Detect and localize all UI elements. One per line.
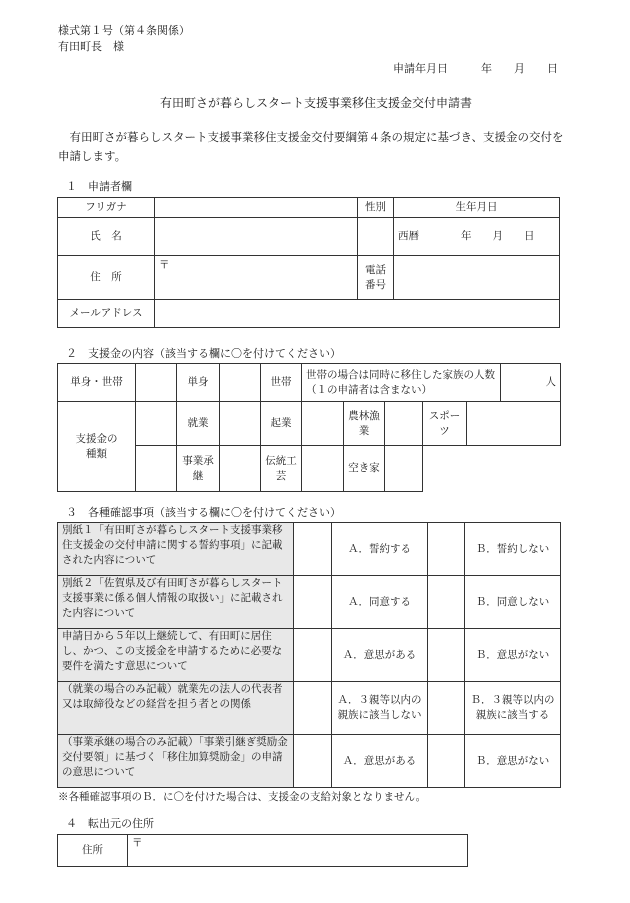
confirm-2-b-label: Ｂ．同意しない xyxy=(465,576,561,629)
unit-label: 単身・世帯 xyxy=(58,364,136,402)
agri-checkbox[interactable] xyxy=(385,402,423,446)
name-input[interactable] xyxy=(155,218,358,256)
gender-input[interactable] xyxy=(358,218,394,256)
confirm-item-1: 別紙１「有田町さが暮らしスタート支援事業移住支援金の交付申請に関する誓約事項」に記載された内容について xyxy=(58,523,294,576)
type-blank xyxy=(136,402,177,446)
confirm-5-a-checkbox[interactable] xyxy=(294,735,332,788)
confirm-5-b-label: Ｂ．意思がない xyxy=(465,735,561,788)
confirm-item-5: （事業承継の場合のみ記載）「事業引継ぎ奨励金交付要領」に基づく「移住加算奨励金」の申請の意思について xyxy=(58,735,294,788)
confirmation-note: ※各種確認事項のＢ．に〇を付けた場合は、支援金の支給対象となりません。 xyxy=(58,791,427,803)
persons-input[interactable]: 人 xyxy=(501,364,561,402)
employment-label: 就業 xyxy=(177,402,220,446)
sports-label: スポーツ xyxy=(423,402,467,446)
household-note: 世帯の場合は同時に移住した家族の人数（１の申請者は含まない） xyxy=(302,364,501,402)
confirm-item-3: 申請日から５年以上継続して、有田町に居住し、かつ、この支援金を申請するために必要な要件を満たす意思について xyxy=(58,629,294,682)
crafts-checkbox[interactable] xyxy=(302,446,344,492)
confirm-item-4: （就業の場合のみ記載）就業先の法人の代表者又は取締役などの経営を担う者との関係 xyxy=(58,682,294,735)
section2-heading: ２ 支援金の内容（該当する欄に〇を付けてください） xyxy=(66,347,341,360)
single-label: 単身 xyxy=(177,364,220,402)
confirm-4-b-label: Ｂ．３親等以内の親族に該当する xyxy=(465,682,561,735)
agri-label: 農林漁業 xyxy=(344,402,385,446)
confirm-2-b-checkbox[interactable] xyxy=(428,576,465,629)
startup-label: 起業 xyxy=(261,402,302,446)
email-input[interactable] xyxy=(155,300,560,328)
confirm-3-a-label: Ａ．意思がある xyxy=(332,629,428,682)
previous-address-table xyxy=(57,834,468,867)
section3-heading: ３ 各種確認事項（該当する欄に〇を付けてください） xyxy=(66,506,341,519)
prev-address-input[interactable]: 〒 xyxy=(128,835,468,867)
form-number: 様式第１号（第４条関係） xyxy=(58,24,190,37)
section1-heading: １ 申請者欄 xyxy=(66,180,132,193)
confirm-4-a-label: Ａ．３親等以内の親族に該当しない xyxy=(332,682,428,735)
vacant-label: 空き家 xyxy=(344,446,385,492)
furigana-input[interactable] xyxy=(155,198,358,218)
startup-checkbox[interactable] xyxy=(302,402,344,446)
empty-cell xyxy=(423,446,561,492)
confirm-2-a-checkbox[interactable] xyxy=(294,576,332,629)
sports-checkbox[interactable] xyxy=(467,402,561,446)
furigana-label: フリガナ xyxy=(58,198,155,218)
confirm-3-b-label: Ｂ．意思がない xyxy=(465,629,561,682)
vacant-checkbox[interactable] xyxy=(385,446,423,492)
birthdate-input[interactable]: 西暦 年 月 日 xyxy=(394,218,560,256)
household-label: 世帯 xyxy=(261,364,302,402)
address-input[interactable]: 〒 xyxy=(155,256,358,300)
phone-label: 電話番号 xyxy=(358,256,394,300)
confirm-item-2: 別紙２「佐賀県及び有田町さが暮らしスタート支援事業に係る個人情報の取扱い」に記載された内容について xyxy=(58,576,294,629)
single-checkbox[interactable] xyxy=(220,364,261,402)
confirm-1-b-label: Ｂ．誓約しない xyxy=(465,523,561,576)
type-label: 支援金の種類 xyxy=(58,402,136,492)
gender-label: 性別 xyxy=(358,198,394,218)
employment-checkbox[interactable] xyxy=(220,402,261,446)
confirm-3-a-checkbox[interactable] xyxy=(294,629,332,682)
confirm-4-a-checkbox[interactable] xyxy=(294,682,332,735)
support-content-table xyxy=(57,363,561,492)
unit-blank xyxy=(136,364,177,402)
address-label: 住 所 xyxy=(58,256,155,300)
confirm-2-a-label: Ａ．同意する xyxy=(332,576,428,629)
succession-label: 事業承継 xyxy=(177,446,220,492)
confirmation-table xyxy=(57,522,561,788)
type-blank-2 xyxy=(136,446,177,492)
confirm-5-b-checkbox[interactable] xyxy=(428,735,465,788)
section4-heading: ４ 転出元の住所 xyxy=(66,817,154,830)
prev-address-label: 住所 xyxy=(58,835,128,867)
addressee: 有田町長 様 xyxy=(58,40,124,53)
confirm-3-b-checkbox[interactable] xyxy=(428,629,465,682)
name-label: 氏 名 xyxy=(58,218,155,256)
email-label: メールアドレス xyxy=(58,300,155,328)
crafts-label: 伝統工芸 xyxy=(261,446,302,492)
application-date: 申請年月日 年 月 日 xyxy=(393,62,558,75)
applicant-table xyxy=(57,197,560,328)
confirm-5-a-label: Ａ．意思がある xyxy=(332,735,428,788)
confirm-1-b-checkbox[interactable] xyxy=(428,523,465,576)
confirm-1-a-label: Ａ．誓約する xyxy=(332,523,428,576)
confirm-1-a-checkbox[interactable] xyxy=(294,523,332,576)
document-title: 有田町さが暮らしスタート支援事業移住支援金交付申請書 xyxy=(160,96,473,110)
birthdate-label: 生年月日 xyxy=(394,198,560,218)
confirm-4-b-checkbox[interactable] xyxy=(428,682,465,735)
phone-input[interactable] xyxy=(394,256,560,300)
intro-paragraph: 有田町さが暮らしスタート支援事業移住支援金交付要綱第４条の規定に基づき、支援金の交付を申請します。 xyxy=(58,130,564,163)
succession-checkbox[interactable] xyxy=(220,446,261,492)
